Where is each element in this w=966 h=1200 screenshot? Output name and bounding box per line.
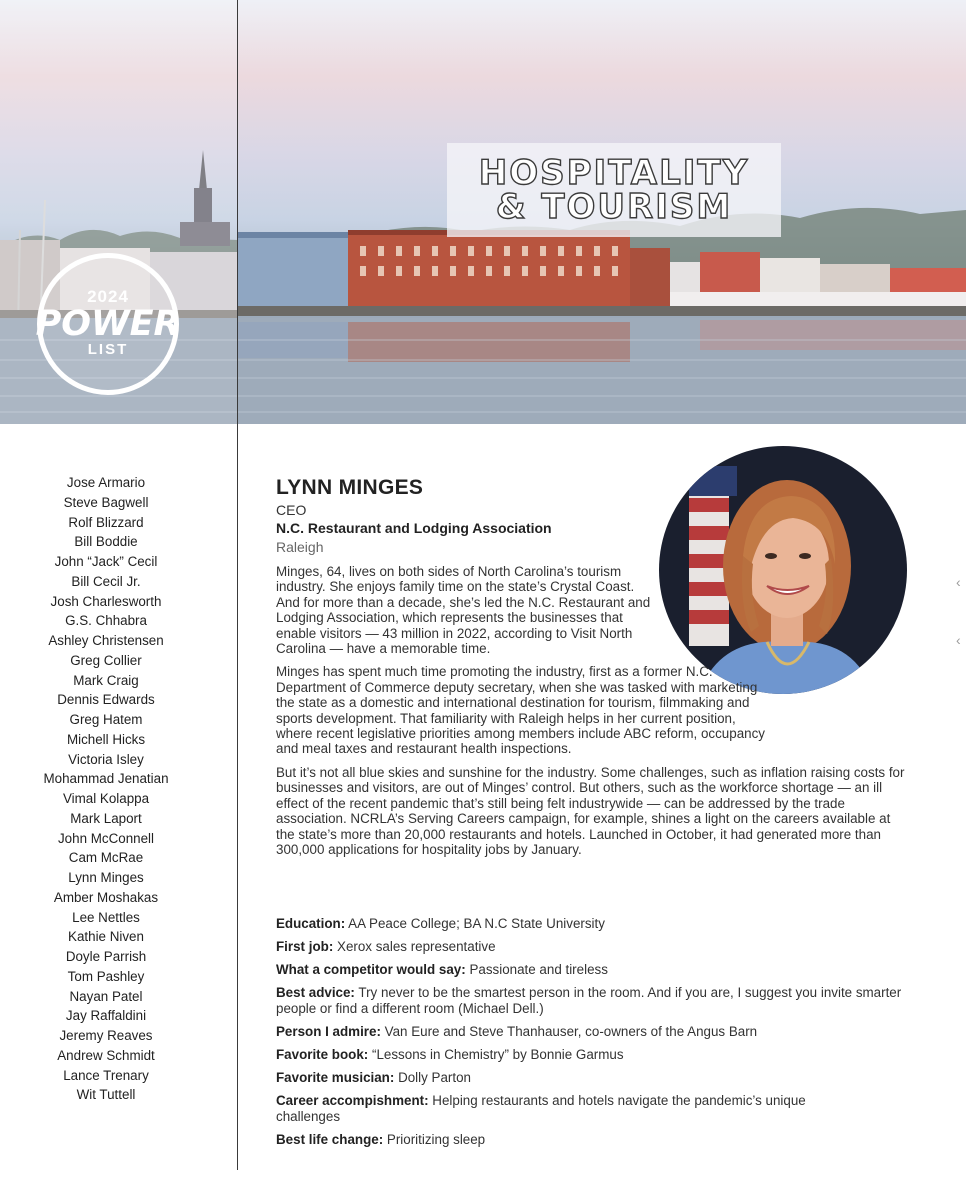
qa-label: Best advice: — [276, 985, 355, 1001]
qa-section — [276, 916, 916, 1155]
qa-label: First job: — [276, 939, 334, 955]
qa-value: Try never to be the smartest person in the room. And if you are, I suggest you invite smarter people or find a different room (Michael Dell.) — [276, 985, 902, 1016]
qa-label: Favorite musician: — [276, 1070, 395, 1086]
list-item: Cam McRae — [68, 850, 144, 866]
qa-best-advice — [276, 985, 916, 1016]
qa-competitor — [276, 962, 916, 978]
list-item: Andrew Schmidt — [57, 1047, 155, 1063]
qa-value: Van Eure and Steve Thanhauser, co-owners of the Angus Barn — [384, 1023, 758, 1039]
qa-person-admire — [276, 1024, 916, 1040]
list-item: Victoria Isley — [68, 751, 144, 767]
list-item: Lance Trenary — [63, 1067, 149, 1083]
list-item: Amber Moshakas — [53, 889, 159, 905]
profile-paragraph-2: Minges has spent much time promoting the industry, first as a former N.C. Department of Commerce deputy secretary, when she was tasked with marketing the state as a domestic and international destination for tourism, filmmaking and sports development. That familiarity with Raleigh helps in her current position, where recent legislative priorities among members include ABC reform, occupancy and meal taxes and restaurant health inspections. — [276, 664, 765, 757]
list-item: Vimal Kolappa — [62, 791, 150, 806]
list-item: G.S. Chhabra — [65, 613, 147, 629]
list-item: Greg Collier — [70, 652, 142, 668]
qa-value: “Lessons in Chemistry” by Bonnie Garmus — [372, 1046, 624, 1062]
list-item: Bill Cecil Jr. — [71, 573, 141, 589]
section-title-box — [447, 143, 781, 237]
list-item: Josh Charlesworth — [50, 593, 162, 609]
qa-value: Dolly Parton — [398, 1070, 471, 1086]
list-item: Kathie Niven — [68, 929, 144, 945]
list-item: Mohammad Jenatian — [43, 771, 169, 787]
list-item: Greg Hatem — [69, 712, 143, 727]
badge-power: POWER — [35, 303, 181, 344]
profile-section — [276, 476, 916, 857]
list-item: Doyle Parrish — [65, 949, 147, 964]
list-item: John McConnell — [57, 830, 155, 846]
profile-paragraph-1: Minges, 64, lives on both sides of North Carolina’s tourism industry. She enjoys family time on the state’s Crystal Coast. And for more than a decade, she’s led the N.C. Restaurant and Lodging Association, which represents the businesses that enable visitors — 43 million in 2022, according to Visit North Carolina — have a memorable time. — [276, 564, 651, 657]
list-item: Lee Nettles — [72, 909, 140, 925]
list-item: Ashley Christensen — [48, 633, 164, 648]
profile-name: LYNN MINGES — [276, 476, 424, 499]
qa-label: Favorite book: — [276, 1046, 369, 1062]
chevron-left-icon: ‹ — [956, 632, 961, 648]
qa-label: Career accompishment: — [276, 1093, 429, 1109]
qa-career — [276, 1093, 816, 1124]
profile-paragraph-3: But it’s not all blue skies and sunshine for the industry. Some challenges, such as inflation raising costs for businesses and visitors, are out of Minges’ control. But others, such as the workforce shortage — an ill effect of the recent pandemic that’s still being felt industrywide — can be addressed by the trade association. NCRLA’s Serving Careers campaign, for example, shines a light on the careers available at the state’s more than 20,000 restaurants and hotels. Launched in October, it had generated more than 300,000 applications for hospitality jobs by January. — [276, 764, 905, 857]
qa-label: Best life change: — [276, 1131, 384, 1147]
power-list-badge — [37, 253, 179, 395]
badge-list: LIST — [87, 340, 129, 358]
section-title-line1: HOSPITALITY — [478, 153, 750, 193]
qa-value: Prioritizing sleep — [386, 1131, 486, 1147]
qa-favorite-musician — [276, 1070, 916, 1086]
list-item: Mark Craig — [73, 672, 139, 688]
list-item: Bill Boddie — [74, 534, 138, 550]
qa-value: AA Peace College; BA N.C State University — [348, 916, 605, 931]
qa-label: What a competitor would say: — [276, 962, 466, 978]
list-item: Jay Raffaldini — [65, 1008, 147, 1024]
qa-life-change — [276, 1132, 916, 1148]
list-item: Wit Tuttell — [76, 1087, 136, 1103]
list-item: John “Jack” Cecil — [54, 554, 158, 569]
list-item: Lynn Minges — [68, 870, 144, 885]
list-item: Rolf Blizzard — [68, 514, 144, 530]
badge-year: 2024 — [87, 286, 129, 306]
list-item: Jeremy Reaves — [59, 1028, 153, 1043]
list-item: Nayan Patel — [69, 988, 143, 1004]
column-divider — [237, 0, 238, 1170]
list-item: Dennis Edwards — [57, 692, 155, 708]
profile-title: CEO — [276, 502, 307, 518]
section-title-line2: & TOURISM — [495, 187, 733, 227]
hero-banner — [0, 0, 966, 424]
qa-first-job — [276, 939, 916, 955]
list-item: Tom Pashley — [67, 968, 145, 984]
list-item: Jose Armario — [66, 475, 146, 490]
qa-label: Education: — [276, 916, 346, 931]
qa-favorite-book — [276, 1047, 916, 1063]
qa-label: Person I admire: — [276, 1023, 381, 1039]
power-list-names — [0, 473, 212, 1105]
profile-organization: N.C. Restaurant and Lodging Association — [276, 520, 552, 536]
chevron-left-icon: ‹ — [956, 574, 961, 590]
qa-value: Passionate and tireless — [469, 962, 608, 978]
qa-value: Xerox sales representative — [337, 939, 496, 955]
list-item: Michell Hicks — [66, 731, 146, 747]
list-item: Steve Bagwell — [63, 494, 149, 510]
list-item: Mark Laport — [70, 810, 142, 826]
qa-value: Helping restaurants and hotels navigate the pandemic’s unique challenges — [276, 1093, 806, 1124]
qa-education — [276, 916, 916, 932]
profile-city: Raleigh — [276, 539, 324, 555]
